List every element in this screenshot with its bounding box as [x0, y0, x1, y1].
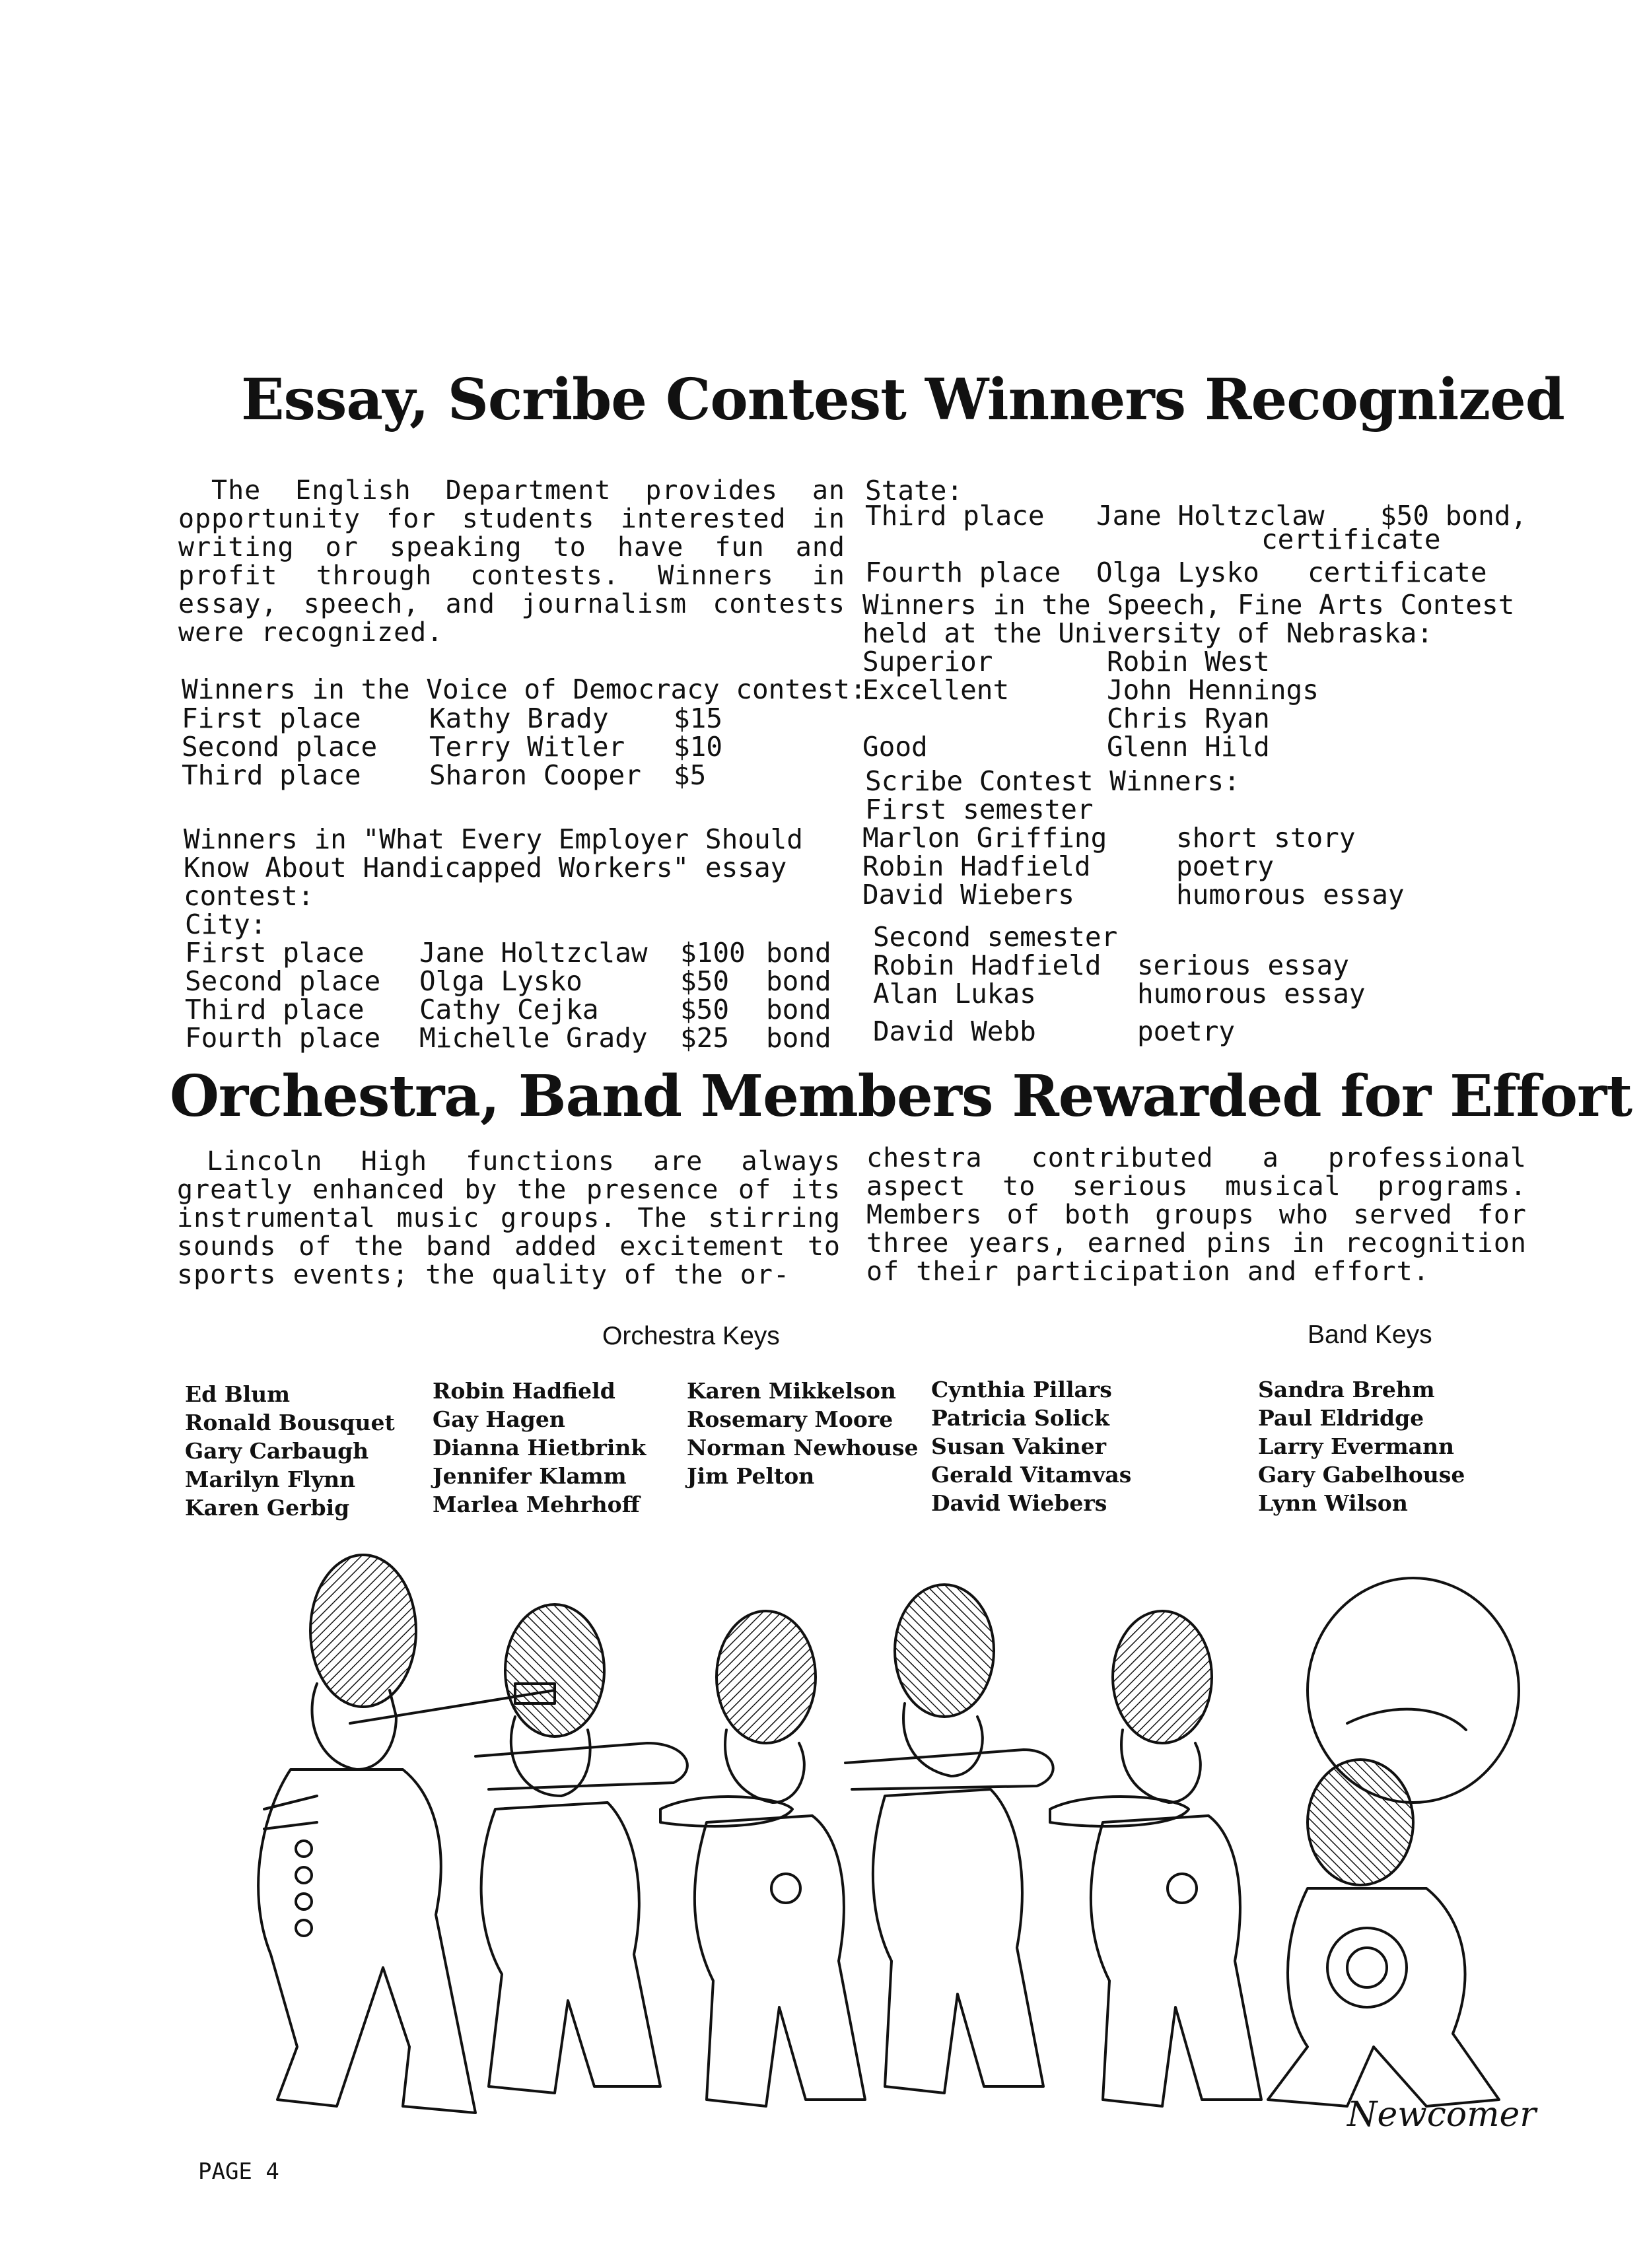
rating-label: Excellent [862, 674, 1010, 706]
list-item: Jennifer Klamm [433, 1463, 627, 1489]
list-item: Susan Vakiner [931, 1433, 1106, 1459]
winner-name: Robin Hadfield [862, 850, 1091, 882]
place-label: First place [182, 703, 361, 734]
orchestra-keys-column-2 [433, 1377, 646, 1519]
award-type: bond [766, 994, 831, 1025]
prize-amount: $50 [680, 965, 730, 997]
category: humorous essay [1137, 978, 1366, 1010]
winner-name: David Webb [873, 1015, 1036, 1047]
orchestra-keys-column-3 [687, 1377, 918, 1490]
musician-6 [1268, 1578, 1519, 2106]
orchestra-paragraph-left: Lincoln High functions are always greatly enhanced by the presence of its instrumental music groups. The stirring sounds of the band added excitement to sports events; the quality of the or- [177, 1146, 841, 1290]
winner-name: Glenn Hild [1107, 731, 1270, 763]
city-label: City: [185, 909, 267, 940]
prize-amount: $15 [674, 703, 723, 734]
list-item: Jim Pelton [687, 1463, 815, 1489]
page-number: PAGE 4 [198, 2158, 279, 2185]
voice-of-democracy-table [182, 704, 842, 794]
prize-amount: $50 [680, 994, 730, 1025]
award-type: bond [766, 937, 831, 969]
prize-amount: $25 [680, 1022, 730, 1054]
list-item: Gary Gabelhouse [1258, 1462, 1465, 1488]
category: short story [1176, 822, 1356, 854]
musician-3 [660, 1611, 865, 2106]
place-label: Third place [865, 500, 1045, 532]
winner-name: Olga Lysko [419, 965, 582, 997]
list-item: Paul Eldridge [1258, 1405, 1424, 1431]
winner-name: Terry Witler [429, 731, 625, 763]
prize-amount: $10 [674, 731, 723, 763]
employer-contest-heading-3: contest: [184, 880, 314, 912]
winner-name: Michelle Grady [419, 1022, 648, 1054]
orchestra-paragraph-right: chestra contributed a professional aspect to serious musical programs. Members of both groups who served for three years, earned pins in recognition of their participation and effort. [866, 1143, 1527, 1287]
musician-4 [845, 1585, 1053, 2093]
winner-name: Marlon Griffing [862, 822, 1107, 854]
winner-name: David Wiebers [862, 879, 1074, 911]
list-item: Ronald Bousquet [185, 1410, 395, 1435]
headline-essay-scribe: Essay, Scribe Contest Winners Recognized [241, 366, 1564, 433]
winner-name: Olga Lysko [1096, 557, 1259, 588]
orchestra-keys-column-1 [185, 1380, 395, 1522]
winner-name: Cathy Cejka [419, 994, 599, 1025]
winner-name: Jane Holtzclaw [419, 937, 648, 969]
marching-band-illustration [185, 1545, 1585, 2139]
winner-name: Kathy Brady [429, 703, 609, 734]
list-item: Sandra Brehm [1258, 1377, 1435, 1402]
winner-name: Alan Lukas [873, 978, 1036, 1010]
first-semester-table [862, 824, 1523, 913]
state-winners-table [865, 502, 1532, 594]
award-type: certificate [1261, 524, 1441, 555]
winner-name: John Hennings [1107, 674, 1319, 706]
scribe-contest-heading: Scribe Contest Winners: [865, 765, 1240, 797]
place-label: Second place [182, 731, 378, 763]
state-label: State: [865, 475, 963, 506]
winner-name: Robin Hadfield [873, 949, 1102, 981]
list-item: David Wiebers [931, 1490, 1107, 1516]
band-keys-title: Band Keys [1308, 1321, 1432, 1349]
place-label: Second place [185, 965, 381, 997]
list-item: Gary Carbaugh [185, 1438, 369, 1464]
headline-orchestra-band: Orchestra, Band Members Rewarded for Effort [170, 1063, 1632, 1130]
city-winners-table [185, 939, 845, 1058]
list-item: Patricia Solick [931, 1405, 1109, 1431]
list-item: Marilyn Flynn [185, 1466, 356, 1492]
prize-amount: $5 [674, 759, 707, 791]
band-keys-column [1258, 1375, 1465, 1517]
list-item: Ed Blum [185, 1381, 291, 1407]
speech-contest-heading-1: Winners in the Speech, Fine Arts Contest [862, 589, 1515, 621]
award-type: $50 bond, [1380, 500, 1527, 532]
award-type: bond [766, 1022, 831, 1054]
prize-amount: $100 [680, 937, 746, 969]
list-item: Marlea Mehrhoff [433, 1492, 640, 1517]
winner-name: Chris Ryan [1107, 703, 1270, 734]
musician-2 [475, 1604, 687, 2093]
winner-name: Robin West [1107, 646, 1270, 677]
award-type: bond [766, 965, 831, 997]
list-item: Robin Hadfield [433, 1378, 615, 1404]
speech-winners-table [862, 648, 1523, 767]
winner-name: Jane Holtzclaw [1096, 500, 1325, 532]
illustrator-signature: Newcomer [1347, 2095, 1537, 2135]
list-item: Norman Newhouse [687, 1435, 919, 1460]
musician-5 [1050, 1611, 1261, 2106]
rating-label: Superior [862, 646, 993, 677]
place-label: Third place [182, 759, 361, 791]
list-item: Lynn Wilson [1258, 1490, 1408, 1516]
award-type: certificate [1308, 557, 1487, 588]
list-item: Gay Hagen [433, 1406, 565, 1432]
place-label: Fourth place [865, 557, 1061, 588]
category: serious essay [1137, 949, 1349, 981]
place-label: First place [185, 937, 365, 969]
first-semester-label: First semester [865, 794, 1094, 825]
place-label: Third place [185, 994, 365, 1025]
orchestra-keys-column-4 [931, 1375, 1131, 1517]
rating-label: Good [862, 731, 928, 763]
list-item: Cynthia Pillars [931, 1377, 1112, 1402]
second-semester-label: Second semester [873, 921, 1118, 953]
list-item: Karen Mikkelson [687, 1378, 896, 1404]
employer-contest-heading-1: Winners in "What Every Employer Should [184, 823, 803, 855]
employer-contest-heading-2: Know About Handicapped Workers" essay [184, 852, 787, 883]
second-semester-table [873, 949, 1533, 1047]
orchestra-keys-title: Orchestra Keys [602, 1322, 780, 1350]
list-item: Larry Evermann [1258, 1433, 1455, 1459]
category: poetry [1137, 1015, 1236, 1047]
category: humorous essay [1176, 879, 1405, 911]
category: poetry [1176, 850, 1275, 882]
list-item: Dianna Hietbrink [433, 1435, 647, 1460]
list-item: Gerald Vitamvas [931, 1462, 1132, 1488]
list-item: Karen Gerbig [185, 1495, 350, 1521]
voice-of-democracy-heading: Winners in the Voice of Democracy contest: [182, 673, 866, 705]
speech-contest-heading-2: held at the University of Nebraska: [862, 617, 1433, 649]
list-item: Rosemary Moore [687, 1406, 893, 1432]
place-label: Fourth place [185, 1022, 381, 1054]
intro-paragraph: The English Department provides an opportunity for students interested in writing or speaking to have fun and profit through contests. Winners in essay, speech, and journalism contests were recognized. [178, 475, 845, 648]
winner-name: Sharon Cooper [429, 759, 641, 791]
